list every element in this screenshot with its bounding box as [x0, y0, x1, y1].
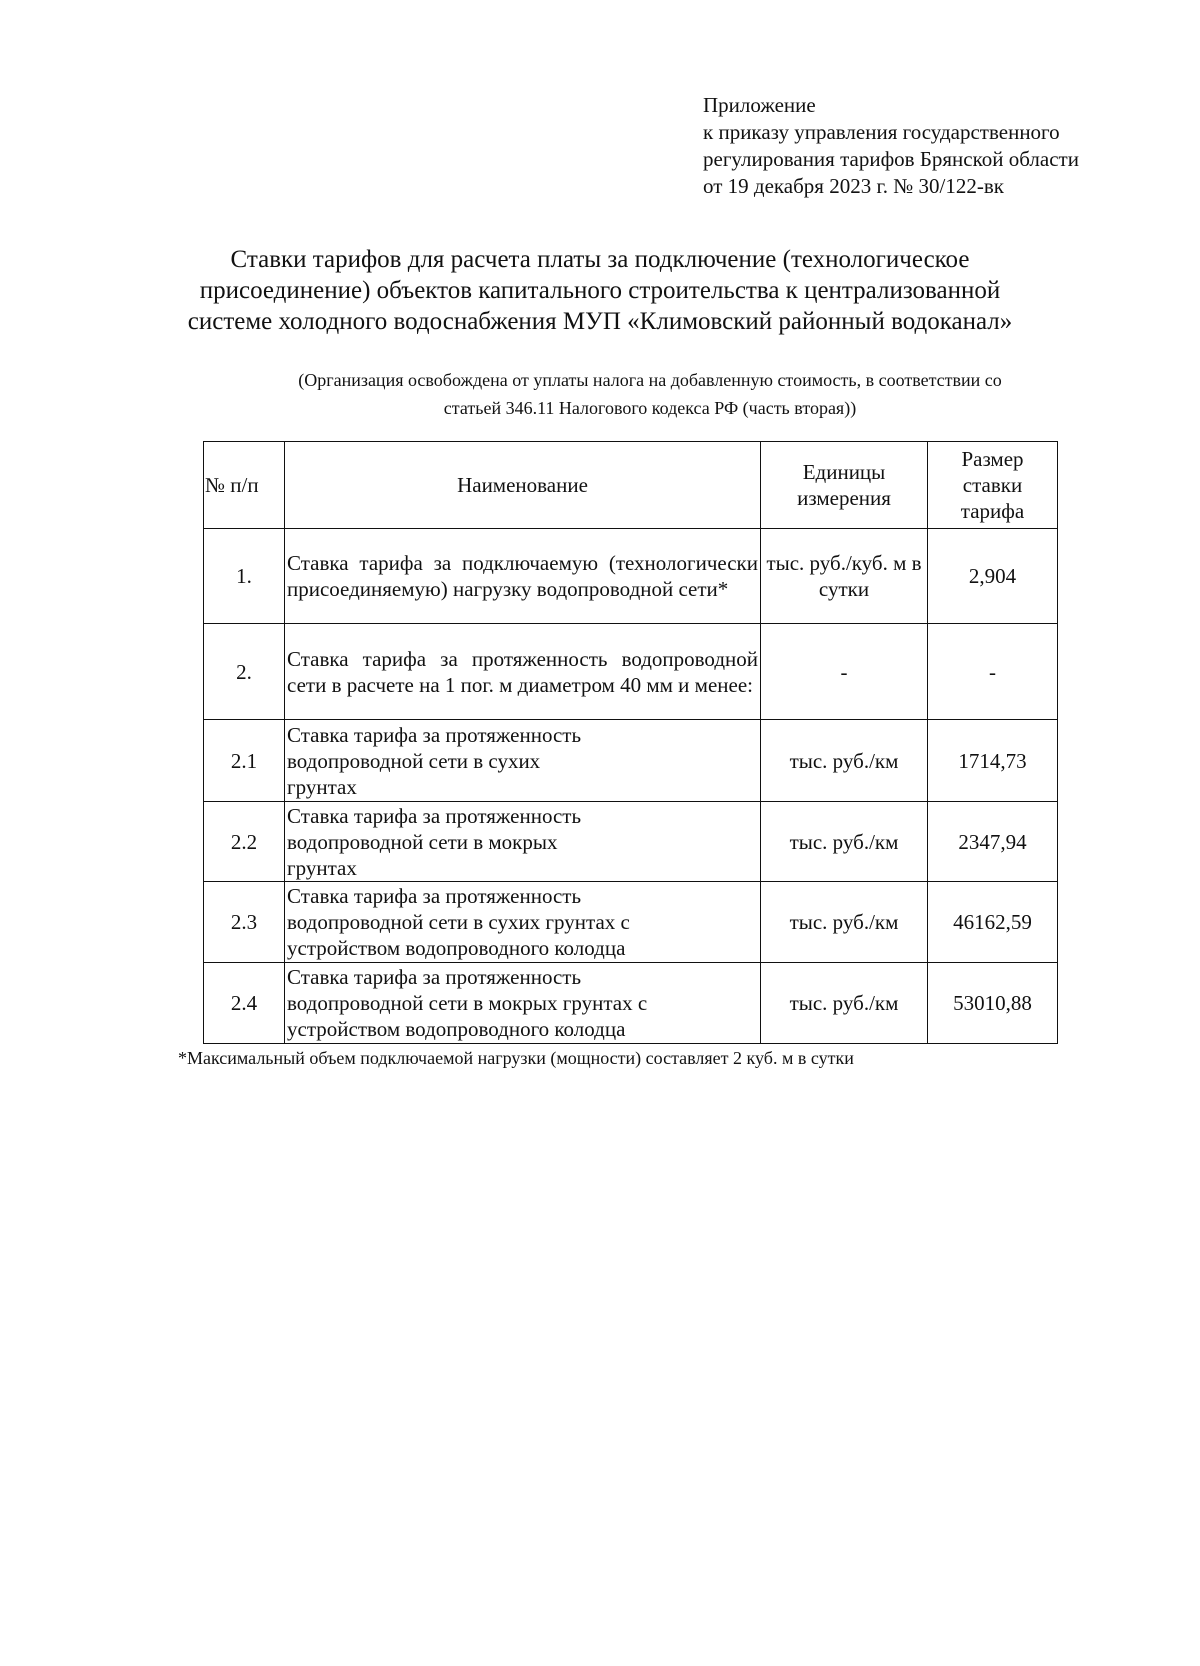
table-header-row	[204, 442, 1058, 529]
title-line: системе холодного водоснабжения МУП «Климовский районный водоканал»	[187, 308, 1013, 335]
title-line: Ставки тарифов для расчета платы за подключение (технологическое	[230, 246, 970, 273]
row-name: Ставка тарифа за протяженность водопроводной сети в расчете на 1 пог. м диаметром 40 мм и менее:	[285, 624, 761, 720]
table-row	[204, 529, 1058, 624]
table-row	[204, 963, 1058, 1044]
row-name: Ставка тарифа за протяженность водопроводной сети в мокрых грунтах	[285, 802, 761, 882]
title-line: присоединение) объектов капитального строительства к централизованной	[199, 277, 1001, 304]
note-line: (Организация освобождена от уплаты налога на добавленную стоимость, в соответствии со	[298, 370, 1002, 390]
row-num: 2.3	[204, 882, 285, 963]
row-value: -	[928, 624, 1058, 720]
row-unit: тыс. руб./куб. м в сутки	[761, 529, 928, 624]
row-num: 2.4	[204, 963, 285, 1044]
row-unit: тыс. руб./км	[761, 720, 928, 802]
header-num: № п/п	[204, 442, 285, 529]
header-value: Размер ставки тарифа	[928, 442, 1058, 529]
appendix-line: от 19 декабря 2023 г. № 30/122-вк	[703, 174, 1004, 198]
table-row	[204, 802, 1058, 882]
header-unit: Единицы измерения	[761, 442, 928, 529]
appendix-line: Приложение	[703, 93, 816, 117]
row-name: Ставка тарифа за протяженность водопроводной сети в мокрых грунтах с устройством водопроводного колодца	[285, 963, 761, 1044]
row-unit: тыс. руб./км	[761, 882, 928, 963]
row-value: 2347,94	[928, 802, 1058, 882]
row-num: 2.	[204, 624, 285, 720]
row-name: Ставка тарифа за подключаемую (технологически присоединяемую) нагрузку водопроводной сети*	[285, 529, 761, 624]
table-row	[204, 624, 1058, 720]
appendix-header	[703, 92, 1173, 200]
tariff-table	[203, 441, 1058, 1044]
row-num: 2.2	[204, 802, 285, 882]
appendix-line: к приказу управления государственного	[703, 120, 1060, 144]
row-value: 1714,73	[928, 720, 1058, 802]
row-name: Ставка тарифа за протяженность водопроводной сети в сухих грунтах с устройством водопроводного колодца	[285, 882, 761, 963]
row-value: 46162,59	[928, 882, 1058, 963]
table-row	[204, 882, 1058, 963]
header-name: Наименование	[285, 442, 761, 529]
appendix-line: регулирования тарифов Брянской области	[703, 147, 1079, 171]
document-title	[150, 244, 1050, 337]
vat-note	[210, 366, 1090, 422]
note-line: статьей 346.11 Налогового кодекса РФ (часть вторая))	[443, 398, 857, 418]
row-name: Ставка тарифа за протяженность водопроводной сети в сухих грунтах	[285, 720, 761, 802]
row-num: 1.	[204, 529, 285, 624]
row-unit: тыс. руб./км	[761, 802, 928, 882]
row-unit: -	[761, 624, 928, 720]
row-value: 2,904	[928, 529, 1058, 624]
footnote: *Максимальный объем подключаемой нагрузки (мощности) составляет 2 куб. м в сутки	[178, 1048, 854, 1068]
row-value: 53010,88	[928, 963, 1058, 1044]
row-num: 2.1	[204, 720, 285, 802]
row-unit: тыс. руб./км	[761, 963, 928, 1044]
table-row	[204, 720, 1058, 802]
